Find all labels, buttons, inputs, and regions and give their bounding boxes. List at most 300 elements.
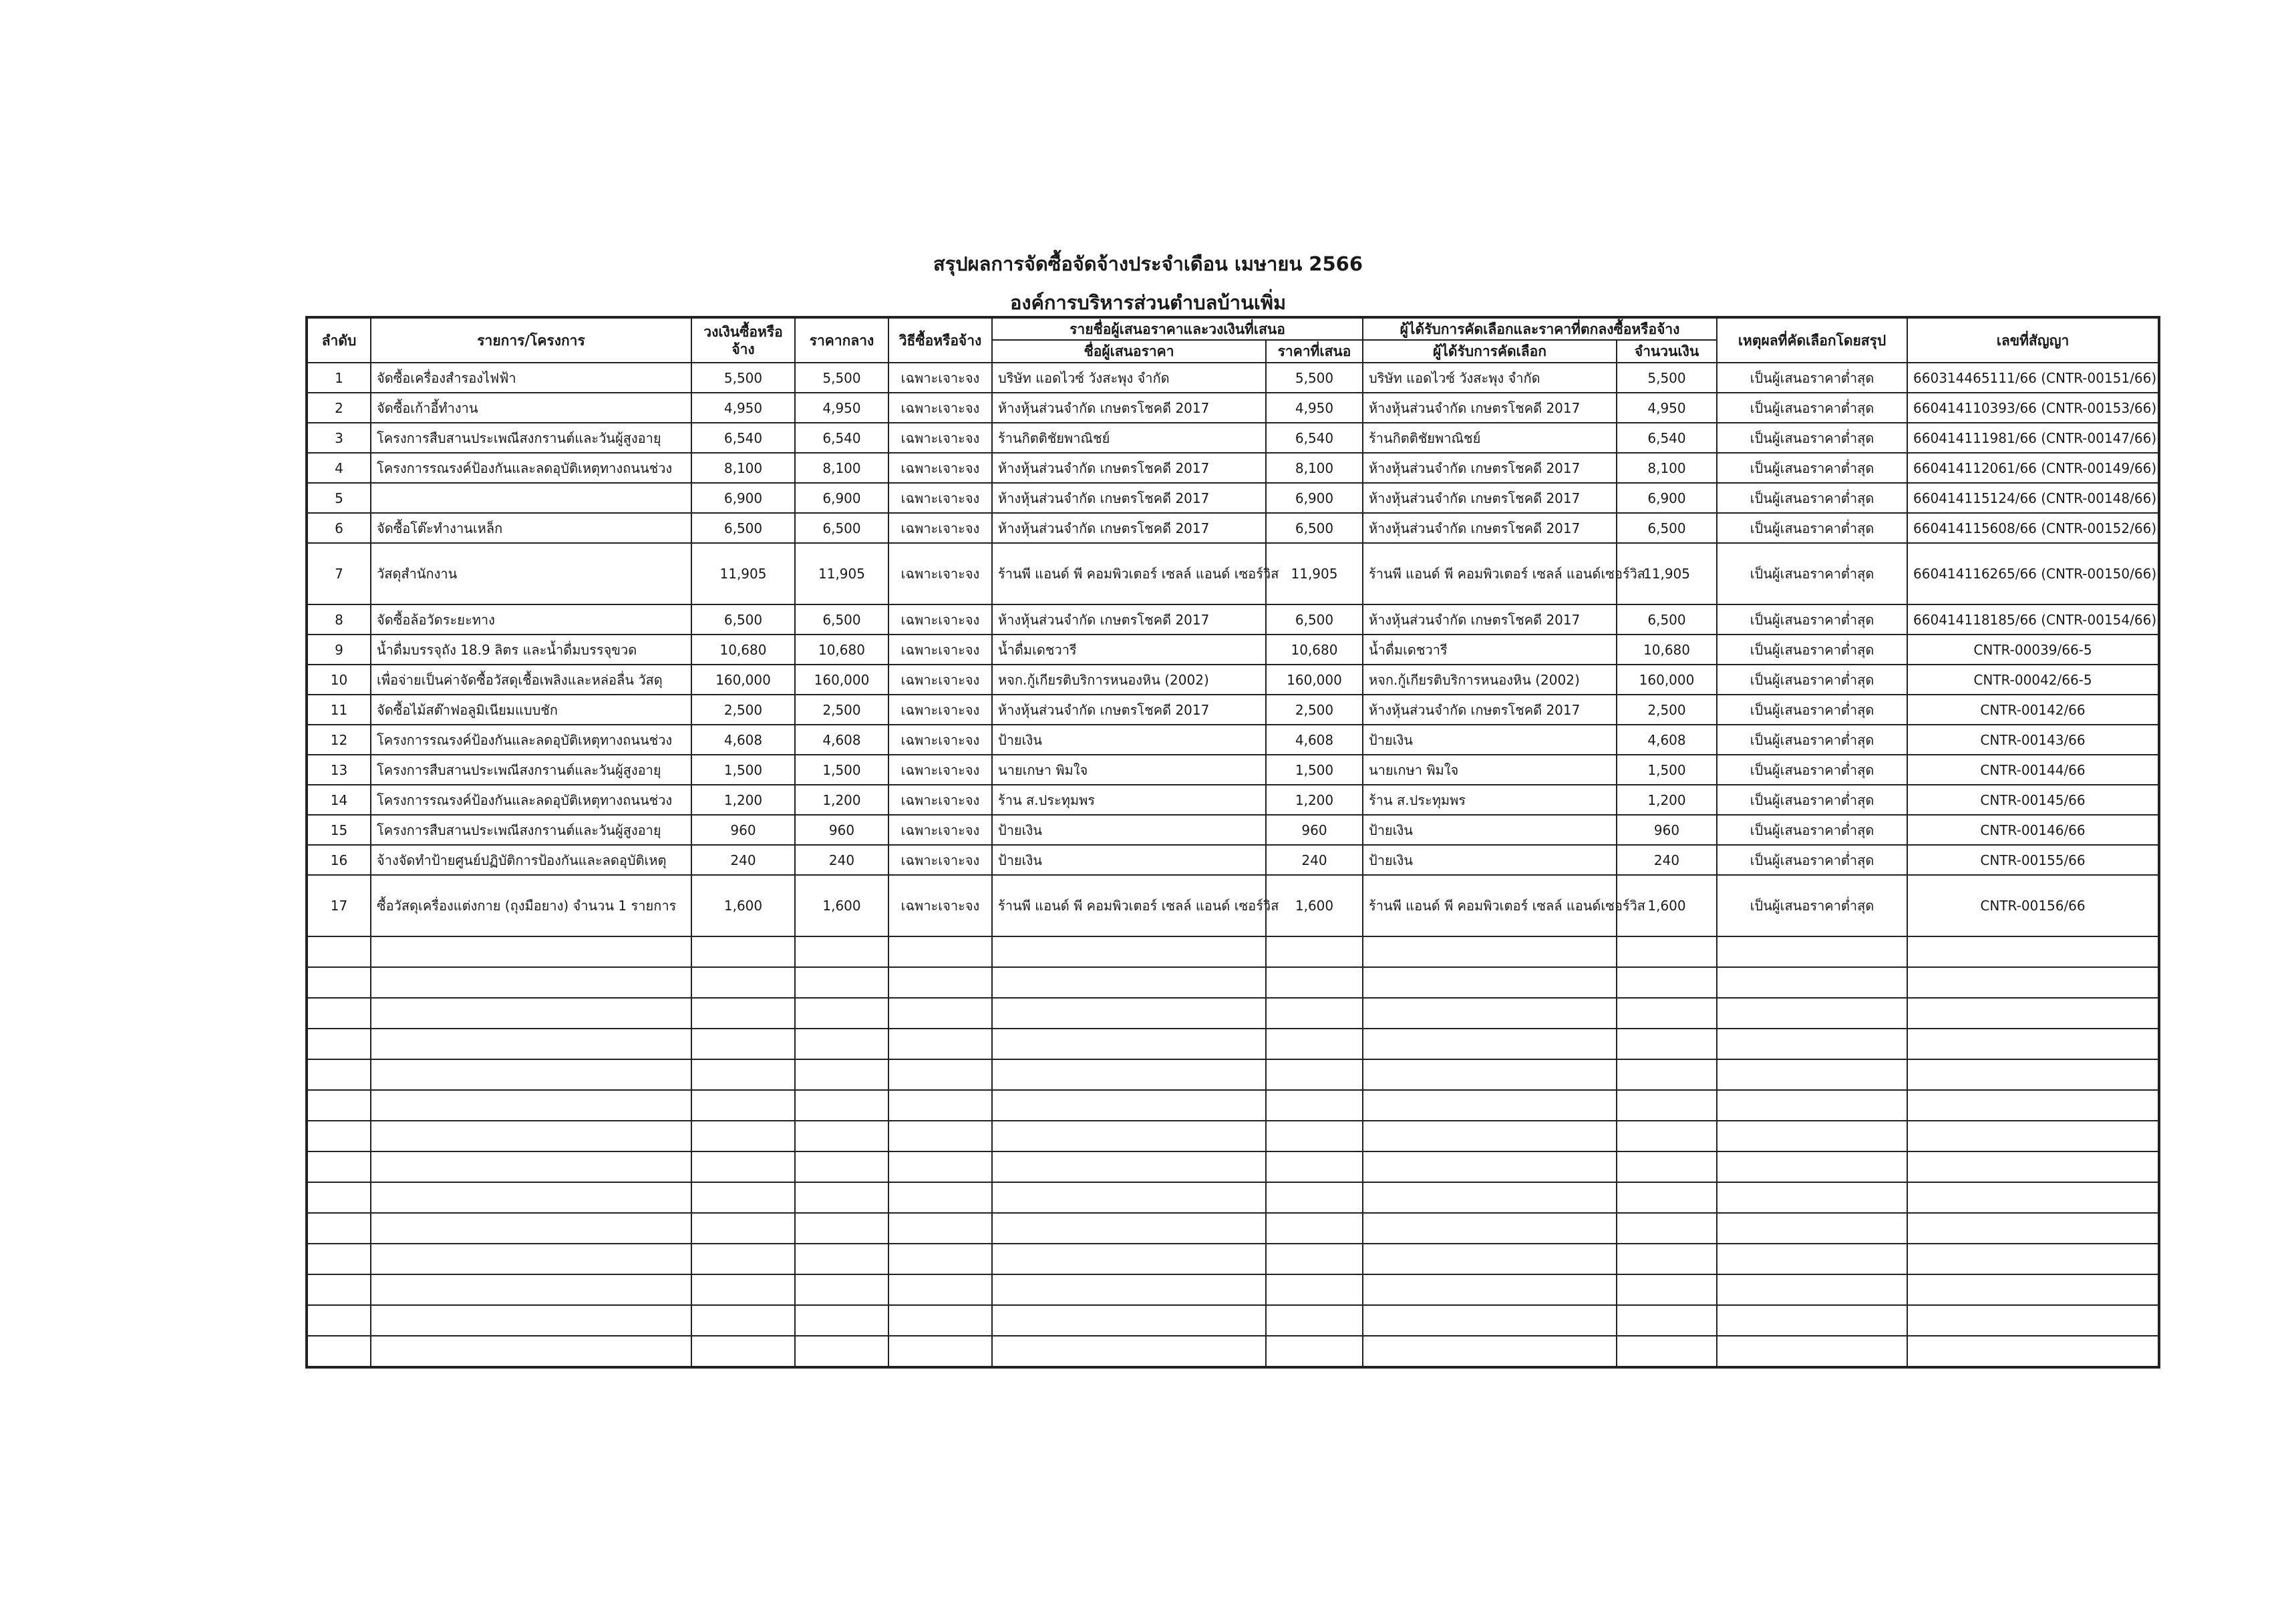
reason-cell: เป็นผู้เสนอราคาต่ำสุด: [1717, 363, 1907, 393]
empty-cell: [1363, 1029, 1617, 1059]
median-price-cell: 6,540: [795, 423, 888, 453]
contract-no-cell: 660414115608/66 (CNTR-00152/66): [1907, 513, 2159, 543]
selected-name-cell: ห้างหุ้นส่วนจำกัด เกษตรโชคดี 2017: [1363, 695, 1617, 725]
table-row: [307, 635, 2159, 665]
budget-cell: 11,905: [691, 543, 795, 604]
method-cell: เฉพาะเจาะจง: [888, 845, 992, 875]
budget-cell: 10,680: [691, 635, 795, 665]
project-cell: น้ำดื่มบรรจุถัง 18.9 ลิตร และน้ำดื่มบรรจุขวด: [371, 635, 691, 665]
bid-price-cell: 2,500: [1266, 695, 1363, 725]
empty-cell: [371, 1121, 691, 1151]
empty-cell: [795, 936, 888, 967]
bid-price-cell: 6,500: [1266, 604, 1363, 635]
bid-price-cell: 240: [1266, 845, 1363, 875]
row-number: 4: [307, 453, 371, 483]
empty-cell: [691, 967, 795, 998]
empty-cell: [691, 998, 795, 1029]
budget-cell: 240: [691, 845, 795, 875]
header-contract-no: เลขที่สัญญา: [1907, 317, 2159, 363]
empty-cell: [992, 1182, 1266, 1213]
project-cell: จ้างจัดทำป้ายศูนย์ปฏิบัติการป้องกันและลดอุบัติเหตุ: [371, 845, 691, 875]
empty-cell: [1717, 998, 1907, 1029]
project-cell: โครงการสืบสานประเพณีสงกรานต์และวันผู้สูงอายุ: [371, 755, 691, 785]
amount-cell: 5,500: [1617, 363, 1717, 393]
empty-cell: [371, 1213, 691, 1244]
empty-cell: [691, 1305, 795, 1336]
empty-cell: [1617, 1151, 1717, 1182]
reason-cell: เป็นผู้เสนอราคาต่ำสุด: [1717, 665, 1907, 695]
median-price-cell: 5,500: [795, 363, 888, 393]
empty-cell: [307, 1029, 371, 1059]
project-cell: เพื่อจ่ายเป็นค่าจัดซื้อวัสดุเชื้อเพลิงและหล่อลื่น วัสดุ: [371, 665, 691, 695]
empty-cell: [1907, 1305, 2159, 1336]
median-price-cell: 960: [795, 815, 888, 845]
method-cell: เฉพาะเจาะจง: [888, 604, 992, 635]
selected-name-cell: ห้างหุ้นส่วนจำกัด เกษตรโชคดี 2017: [1363, 483, 1617, 513]
empty-cell: [888, 1121, 992, 1151]
empty-cell: [795, 1213, 888, 1244]
row-number: 15: [307, 815, 371, 845]
method-cell: เฉพาะเจาะจง: [888, 695, 992, 725]
bidder-name-cell: ห้างหุ้นส่วนจำกัด เกษตรโชคดี 2017: [992, 453, 1266, 483]
empty-cell: [1617, 1213, 1717, 1244]
bidder-name-cell: ห้างหุ้นส่วนจำกัด เกษตรโชคดี 2017: [992, 604, 1266, 635]
empty-cell: [1363, 936, 1617, 967]
empty-cell: [888, 998, 992, 1029]
project-cell: โครงการสืบสานประเพณีสงกรานต์และวันผู้สูงอายุ: [371, 815, 691, 845]
reason-cell: เป็นผู้เสนอราคาต่ำสุด: [1717, 453, 1907, 483]
contract-no-cell: CNTR-00142/66: [1907, 695, 2159, 725]
empty-cell: [992, 1059, 1266, 1090]
empty-cell: [888, 1182, 992, 1213]
empty-table-row: [307, 936, 2159, 967]
contract-no-cell: CNTR-00143/66: [1907, 725, 2159, 755]
contract-no-cell: CNTR-00155/66: [1907, 845, 2159, 875]
table-row: [307, 363, 2159, 393]
bid-price-cell: 5,500: [1266, 363, 1363, 393]
project-cell: จัดซื้อโต๊ะทำงานเหล็ก: [371, 513, 691, 543]
empty-table-row: [307, 1059, 2159, 1090]
empty-cell: [1266, 1305, 1363, 1336]
empty-cell: [307, 1182, 371, 1213]
empty-cell: [371, 1151, 691, 1182]
empty-cell: [1363, 1244, 1617, 1274]
empty-cell: [1363, 1059, 1617, 1090]
empty-cell: [1617, 967, 1717, 998]
project-cell: โครงการรณรงค์ป้องกันและลดอุบัติเหตุทางถนนช่วง: [371, 785, 691, 815]
selected-name-cell: บริษัท แอดไวซ์ วังสะพุง จำกัด: [1363, 363, 1617, 393]
empty-cell: [795, 1059, 888, 1090]
row-number: 3: [307, 423, 371, 453]
amount-cell: 1,500: [1617, 755, 1717, 785]
bid-price-cell: 1,500: [1266, 755, 1363, 785]
bidder-name-cell: น้ำดื่มเดชวารี: [992, 635, 1266, 665]
selected-name-cell: ป้ายเงิน: [1363, 845, 1617, 875]
empty-cell: [1363, 1274, 1617, 1305]
empty-cell: [1907, 1121, 2159, 1151]
bid-price-cell: 4,950: [1266, 393, 1363, 423]
amount-cell: 6,900: [1617, 483, 1717, 513]
empty-cell: [691, 1274, 795, 1305]
empty-cell: [307, 1336, 371, 1367]
empty-cell: [888, 1151, 992, 1182]
table-row: [307, 725, 2159, 755]
empty-cell: [888, 1336, 992, 1367]
header-method: วิธีซื้อหรือจ้าง: [888, 317, 992, 363]
empty-cell: [1907, 1029, 2159, 1059]
bid-price-cell: 160,000: [1266, 665, 1363, 695]
bidder-name-cell: ห้างหุ้นส่วนจำกัด เกษตรโชคดี 2017: [992, 513, 1266, 543]
empty-cell: [1617, 1059, 1717, 1090]
contract-no-cell: 660414116265/66 (CNTR-00150/66): [1907, 543, 2159, 604]
empty-cell: [1363, 1336, 1617, 1367]
empty-cell: [992, 1213, 1266, 1244]
empty-table-row: [307, 1090, 2159, 1121]
contract-no-cell: 660414115124/66 (CNTR-00148/66): [1907, 483, 2159, 513]
empty-cell: [1617, 1244, 1717, 1274]
contract-no-cell: 660414118185/66 (CNTR-00154/66): [1907, 604, 2159, 635]
empty-cell: [1617, 1274, 1717, 1305]
median-price-cell: 240: [795, 845, 888, 875]
amount-cell: 160,000: [1617, 665, 1717, 695]
document-title: สรุปผลการจัดซื้อจัดจ้างประจำเดือน เมษายน 2566: [933, 252, 1363, 275]
empty-cell: [992, 1336, 1266, 1367]
row-number: 13: [307, 755, 371, 785]
header-budget: วงเงินซื้อหรือจ้าง: [691, 317, 795, 363]
empty-cell: [992, 1121, 1266, 1151]
method-cell: เฉพาะเจาะจง: [888, 815, 992, 845]
contract-no-cell: CNTR-00146/66: [1907, 815, 2159, 845]
budget-cell: 960: [691, 815, 795, 845]
project-cell: จัดซื้อไม้สต๊าฟอลูมิเนียมแบบชัก: [371, 695, 691, 725]
empty-cell: [1907, 1090, 2159, 1121]
bidder-name-cell: ร้านพี แอนด์ พี คอมพิวเตอร์ เซลล์ แอนด์ เซอร์วิส: [992, 875, 1266, 936]
row-number: 8: [307, 604, 371, 635]
contract-no-cell: CNTR-00039/66-5: [1907, 635, 2159, 665]
empty-cell: [1266, 1059, 1363, 1090]
empty-cell: [1266, 1090, 1363, 1121]
method-cell: เฉพาะเจาะจง: [888, 543, 992, 604]
bid-price-cell: 960: [1266, 815, 1363, 845]
procurement-table: [305, 316, 2160, 1369]
method-cell: เฉพาะเจาะจง: [888, 725, 992, 755]
empty-cell: [1907, 1244, 2159, 1274]
bid-price-cell: 6,540: [1266, 423, 1363, 453]
empty-cell: [371, 998, 691, 1029]
method-cell: เฉพาะเจาะจง: [888, 785, 992, 815]
empty-cell: [795, 1274, 888, 1305]
table-body: [307, 363, 2159, 1367]
project-cell: ซื้อวัสดุเครื่องแต่งกาย (ถุงมือยาง) จำนวน 1 รายการ: [371, 875, 691, 936]
selected-name-cell: ห้างหุ้นส่วนจำกัด เกษตรโชคดี 2017: [1363, 513, 1617, 543]
budget-cell: 1,500: [691, 755, 795, 785]
empty-cell: [1266, 967, 1363, 998]
budget-cell: 6,500: [691, 513, 795, 543]
empty-cell: [1717, 1090, 1907, 1121]
median-price-cell: 1,200: [795, 785, 888, 815]
empty-cell: [1363, 998, 1617, 1029]
row-number: 1: [307, 363, 371, 393]
empty-cell: [1363, 1182, 1617, 1213]
empty-cell: [1617, 1336, 1717, 1367]
row-number: 14: [307, 785, 371, 815]
empty-cell: [1363, 1305, 1617, 1336]
method-cell: เฉพาะเจาะจง: [888, 393, 992, 423]
contract-no-cell: 660414112061/66 (CNTR-00149/66): [1907, 453, 2159, 483]
empty-cell: [795, 1182, 888, 1213]
row-number: 12: [307, 725, 371, 755]
selected-name-cell: ห้างหุ้นส่วนจำกัด เกษตรโชคดี 2017: [1363, 604, 1617, 635]
empty-cell: [307, 1244, 371, 1274]
selected-name-cell: ร้านพี แอนด์ พี คอมพิวเตอร์ เซลล์ แอนด์เซอร์วิส: [1363, 875, 1617, 936]
table-row: [307, 604, 2159, 635]
empty-cell: [691, 936, 795, 967]
budget-cell: 4,608: [691, 725, 795, 755]
empty-cell: [1363, 967, 1617, 998]
empty-cell: [691, 1029, 795, 1059]
amount-cell: 1,200: [1617, 785, 1717, 815]
empty-cell: [795, 1336, 888, 1367]
empty-cell: [1266, 1274, 1363, 1305]
empty-cell: [1266, 998, 1363, 1029]
median-price-cell: 6,500: [795, 604, 888, 635]
median-price-cell: 1,500: [795, 755, 888, 785]
empty-table-row: [307, 967, 2159, 998]
empty-cell: [371, 967, 691, 998]
empty-cell: [307, 1274, 371, 1305]
empty-cell: [1717, 1059, 1907, 1090]
row-number: 5: [307, 483, 371, 513]
bid-price-cell: 6,900: [1266, 483, 1363, 513]
budget-cell: 6,900: [691, 483, 795, 513]
bidder-name-cell: ห้างหุ้นส่วนจำกัด เกษตรโชคดี 2017: [992, 393, 1266, 423]
empty-cell: [992, 1151, 1266, 1182]
empty-cell: [1617, 1182, 1717, 1213]
row-number: 2: [307, 393, 371, 423]
median-price-cell: 11,905: [795, 543, 888, 604]
empty-cell: [371, 1029, 691, 1059]
empty-cell: [1717, 1151, 1907, 1182]
bid-price-cell: 11,905: [1266, 543, 1363, 604]
table-row: [307, 513, 2159, 543]
empty-table-row: [307, 1305, 2159, 1336]
empty-cell: [371, 1244, 691, 1274]
empty-cell: [888, 1244, 992, 1274]
header-bid-price: ราคาที่เสนอ: [1266, 340, 1363, 363]
empty-cell: [1617, 998, 1717, 1029]
contract-no-cell: CNTR-00156/66: [1907, 875, 2159, 936]
empty-cell: [307, 1090, 371, 1121]
amount-cell: 10,680: [1617, 635, 1717, 665]
empty-cell: [371, 1336, 691, 1367]
empty-cell: [691, 1336, 795, 1367]
row-number: 11: [307, 695, 371, 725]
empty-table-row: [307, 1244, 2159, 1274]
empty-cell: [992, 1305, 1266, 1336]
reason-cell: เป็นผู้เสนอราคาต่ำสุด: [1717, 785, 1907, 815]
reason-cell: เป็นผู้เสนอราคาต่ำสุด: [1717, 513, 1907, 543]
empty-cell: [1266, 1213, 1363, 1244]
empty-cell: [992, 1274, 1266, 1305]
header-bidder-name: ชื่อผู้เสนอราคา: [992, 340, 1266, 363]
empty-cell: [795, 1121, 888, 1151]
selected-name-cell: ร้านพี แอนด์ พี คอมพิวเตอร์ เซลล์ แอนด์เซอร์วิส: [1363, 543, 1617, 604]
table-row: [307, 423, 2159, 453]
empty-cell: [1717, 1121, 1907, 1151]
empty-cell: [691, 1213, 795, 1244]
empty-cell: [1266, 1244, 1363, 1274]
document-subtitle: องค์การบริหารส่วนตำบลบ้านเพิ่ม: [1009, 291, 1287, 314]
reason-cell: เป็นผู้เสนอราคาต่ำสุด: [1717, 755, 1907, 785]
amount-cell: 6,540: [1617, 423, 1717, 453]
empty-cell: [795, 1151, 888, 1182]
header-reason: เหตุผลที่คัดเลือกโดยสรุป: [1717, 317, 1907, 363]
selected-name-cell: หจก.กู้เกียรติบริการหนองหิน (2002): [1363, 665, 1617, 695]
bid-price-cell: 8,100: [1266, 453, 1363, 483]
budget-cell: 8,100: [691, 453, 795, 483]
bid-price-cell: 1,200: [1266, 785, 1363, 815]
empty-cell: [371, 1182, 691, 1213]
empty-cell: [691, 1121, 795, 1151]
empty-cell: [1717, 1274, 1907, 1305]
method-cell: เฉพาะเจาะจง: [888, 665, 992, 695]
budget-cell: 2,500: [691, 695, 795, 725]
empty-cell: [888, 1029, 992, 1059]
empty-table-row: [307, 1151, 2159, 1182]
empty-cell: [1717, 1305, 1907, 1336]
contract-no-cell: 660314465111/66 (CNTR-00151/66): [1907, 363, 2159, 393]
project-cell: โครงการรณรงค์ป้องกันและลดอุบัติเหตุทางถนนช่วง: [371, 453, 691, 483]
empty-cell: [1363, 1090, 1617, 1121]
empty-table-row: [307, 998, 2159, 1029]
table-row: [307, 875, 2159, 936]
budget-cell: 4,950: [691, 393, 795, 423]
empty-cell: [1617, 936, 1717, 967]
contract-no-cell: CNTR-00144/66: [1907, 755, 2159, 785]
selected-name-cell: ห้างหุ้นส่วนจำกัด เกษตรโชคดี 2017: [1363, 393, 1617, 423]
empty-table-row: [307, 1336, 2159, 1367]
amount-cell: 4,950: [1617, 393, 1717, 423]
empty-cell: [371, 936, 691, 967]
median-price-cell: 160,000: [795, 665, 888, 695]
reason-cell: เป็นผู้เสนอราคาต่ำสุด: [1717, 725, 1907, 755]
empty-cell: [691, 1059, 795, 1090]
empty-cell: [795, 1029, 888, 1059]
empty-cell: [1907, 1151, 2159, 1182]
table-row: [307, 695, 2159, 725]
reason-cell: เป็นผู้เสนอราคาต่ำสุด: [1717, 815, 1907, 845]
selected-name-cell: ป้ายเงิน: [1363, 725, 1617, 755]
empty-cell: [795, 967, 888, 998]
empty-cell: [1266, 1029, 1363, 1059]
empty-cell: [1907, 998, 2159, 1029]
budget-cell: 5,500: [691, 363, 795, 393]
selected-name-cell: นายเกษา พิมใจ: [1363, 755, 1617, 785]
empty-cell: [1717, 936, 1907, 967]
budget-cell: 6,540: [691, 423, 795, 453]
table-row: [307, 453, 2159, 483]
empty-cell: [691, 1182, 795, 1213]
project-cell: โครงการสืบสานประเพณีสงกรานต์และวันผู้สูงอายุ: [371, 423, 691, 453]
empty-cell: [1617, 1305, 1717, 1336]
row-number: 10: [307, 665, 371, 695]
empty-cell: [1717, 1336, 1907, 1367]
empty-cell: [307, 1151, 371, 1182]
bidder-name-cell: นายเกษา พิมใจ: [992, 755, 1266, 785]
method-cell: เฉพาะเจาะจง: [888, 755, 992, 785]
row-number: 6: [307, 513, 371, 543]
empty-cell: [1907, 936, 2159, 967]
empty-cell: [1907, 1336, 2159, 1367]
empty-cell: [888, 1274, 992, 1305]
header-selected-name: ผู้ได้รับการคัดเลือก: [1363, 340, 1617, 363]
empty-cell: [371, 1090, 691, 1121]
reason-cell: เป็นผู้เสนอราคาต่ำสุด: [1717, 393, 1907, 423]
empty-cell: [992, 936, 1266, 967]
project-cell: [371, 483, 691, 513]
bid-price-cell: 1,600: [1266, 875, 1363, 936]
median-price-cell: 6,900: [795, 483, 888, 513]
reason-cell: เป็นผู้เสนอราคาต่ำสุด: [1717, 543, 1907, 604]
table-row: [307, 543, 2159, 604]
empty-cell: [1617, 1090, 1717, 1121]
method-cell: เฉพาะเจาะจง: [888, 363, 992, 393]
empty-cell: [795, 1244, 888, 1274]
selected-name-cell: ป้ายเงิน: [1363, 815, 1617, 845]
selected-name-cell: น้ำดื่มเดชวารี: [1363, 635, 1617, 665]
budget-cell: 160,000: [691, 665, 795, 695]
empty-cell: [1266, 1151, 1363, 1182]
empty-cell: [1907, 1213, 2159, 1244]
contract-no-cell: 660414110393/66 (CNTR-00153/66): [1907, 393, 2159, 423]
reason-cell: เป็นผู้เสนอราคาต่ำสุด: [1717, 423, 1907, 453]
empty-cell: [795, 1305, 888, 1336]
empty-cell: [371, 1305, 691, 1336]
empty-cell: [1907, 1059, 2159, 1090]
empty-cell: [795, 998, 888, 1029]
method-cell: เฉพาะเจาะจง: [888, 483, 992, 513]
amount-cell: 11,905: [1617, 543, 1717, 604]
amount-cell: 4,608: [1617, 725, 1717, 755]
amount-cell: 6,500: [1617, 604, 1717, 635]
median-price-cell: 4,608: [795, 725, 888, 755]
empty-cell: [1266, 1121, 1363, 1151]
empty-cell: [307, 1213, 371, 1244]
method-cell: เฉพาะเจาะจง: [888, 513, 992, 543]
bidder-name-cell: หจก.กู้เกียรติบริการหนองหิน (2002): [992, 665, 1266, 695]
empty-cell: [1363, 1151, 1617, 1182]
empty-table-row: [307, 1274, 2159, 1305]
empty-cell: [795, 1090, 888, 1121]
empty-cell: [888, 936, 992, 967]
header-no: ลำดับ: [307, 317, 371, 363]
empty-cell: [1717, 967, 1907, 998]
empty-cell: [1717, 1244, 1907, 1274]
bid-price-cell: 10,680: [1266, 635, 1363, 665]
row-number: 16: [307, 845, 371, 875]
empty-cell: [1907, 1182, 2159, 1213]
row-number: 17: [307, 875, 371, 936]
empty-cell: [307, 1305, 371, 1336]
empty-cell: [307, 1121, 371, 1151]
empty-cell: [307, 936, 371, 967]
selected-name-cell: ห้างหุ้นส่วนจำกัด เกษตรโชคดี 2017: [1363, 453, 1617, 483]
selected-name-cell: ร้านกิตติชัยพาณิชย์: [1363, 423, 1617, 453]
header-median-price: ราคากลาง: [795, 317, 888, 363]
header-selected-group: ผู้ได้รับการคัดเลือกและราคาที่ตกลงซื้อหรือจ้าง: [1363, 317, 1717, 340]
empty-cell: [1363, 1213, 1617, 1244]
empty-cell: [992, 1029, 1266, 1059]
